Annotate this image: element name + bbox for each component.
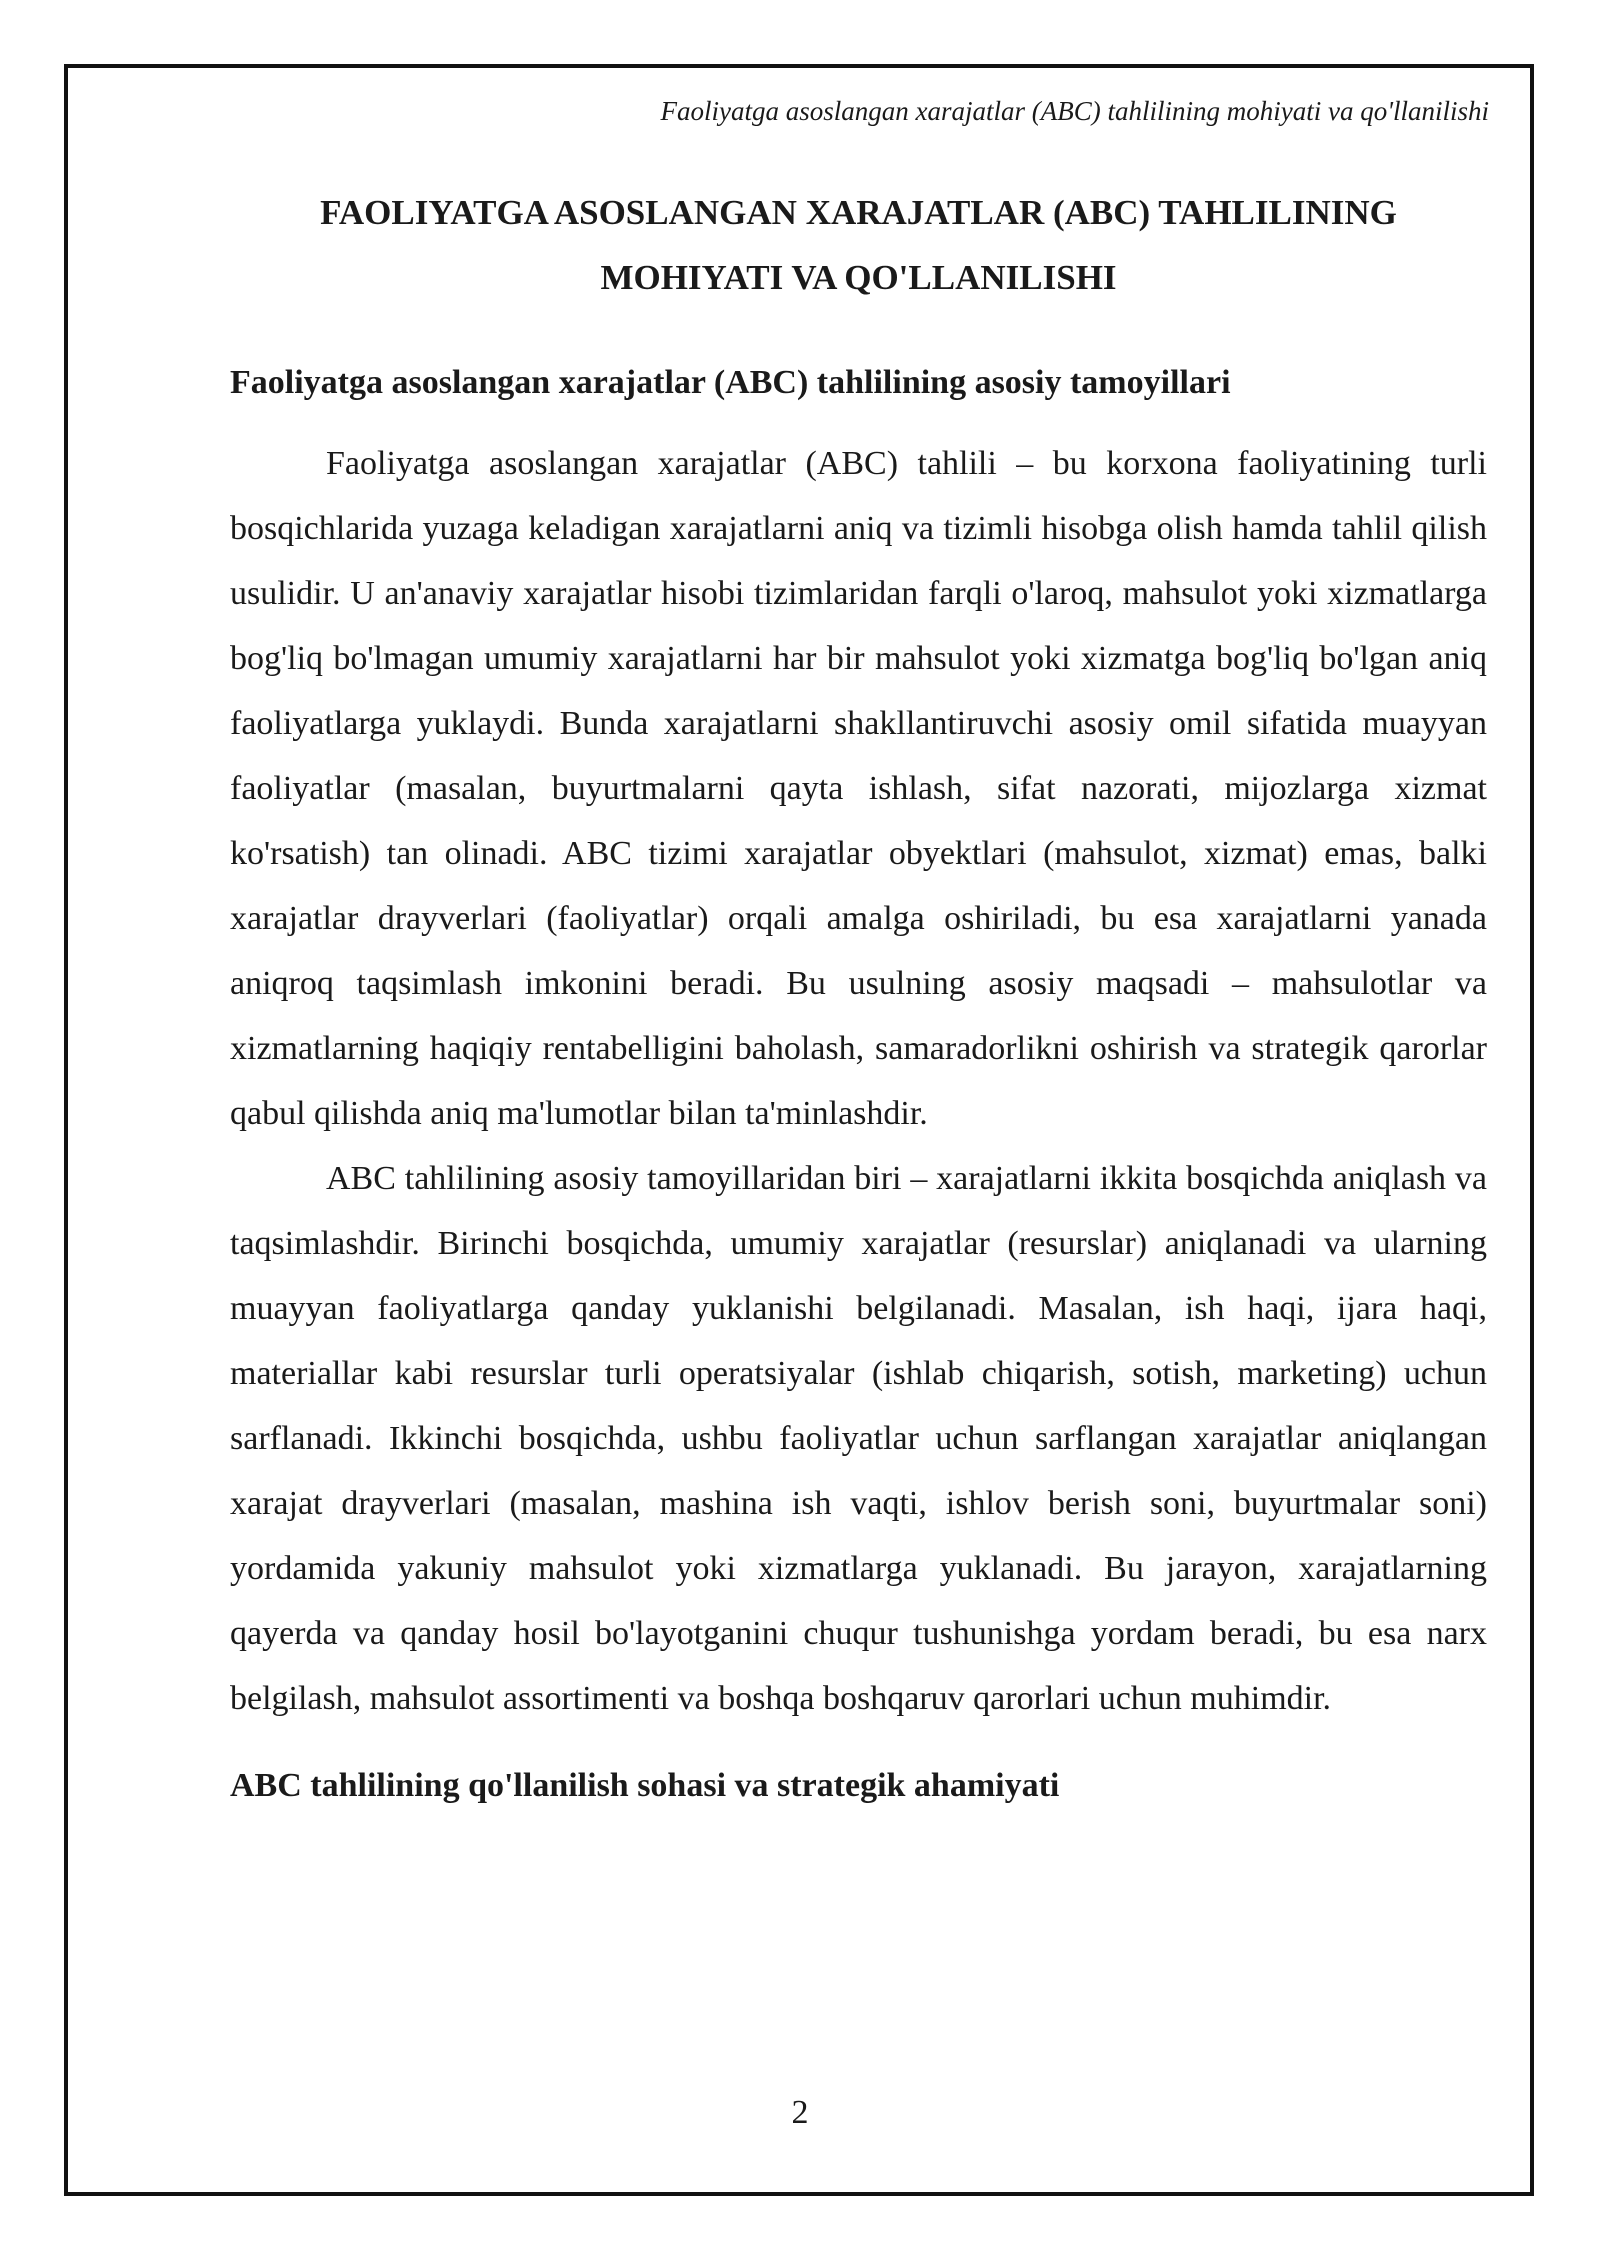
running-header: Faoliyatga asoslangan xarajatlar (ABC) tahlilining mohiyati va qo'llanilishi	[660, 96, 1489, 126]
document-body	[230, 180, 1487, 1818]
page-number: 2	[791, 2094, 809, 2131]
document-title-line-1: FAOLIYATGA ASOSLANGAN XARAJATLAR (ABC) TAHLILINING	[320, 193, 1397, 232]
section-heading-application: ABC tahlilining qo'llanilish sohasi va strategik ahamiyati	[230, 1767, 1060, 1804]
paragraph-abc-definition: Faoliyatga asoslangan xarajatlar (ABC) tahlili – bu korxona faoliyatining turli bosqichlarida yuzaga keladigan xarajatlarni aniq va tizimli hisobga olish hamda tahlil qilish usulidir. U an'anaviy xarajatlar hisobi tizimlaridan farqli o'laroq, mahsulot yoki xizmatlarga bog'liq bo'lmagan umumiy xarajatlarni har bir mahsulot yoki xizmatga bog'liq bo'lgan aniq faoliyatlarga yuklaydi. Bunda xarajatlarni shakllantiruvchi asosiy omil sifatida muayyan faoliyatlar (masalan, buyurtmalarni qayta ishlash, sifat nazorati, mijozlarga xizmat ko'rsatish) tan olinadi. ABC tizimi xarajatlar obyektlari (mahsulot, xizmat) emas, balki xarajatlar drayverlari (faoliyatlar) orqali amalga oshiriladi, bu esa xarajatlarni yanada aniqroq taqsimlash imkonini beradi. Bu usulning asosiy maqsadi – mahsulotlar va xizmatlarning haqiqiy rentabelligini baholash, samaradorlikni oshirish va strategik qarorlar qabul qilishda aniq ma'lumotlar bilan ta'minlashdir.	[230, 445, 1487, 1132]
section-heading-principles: Faoliyatga asoslangan xarajatlar (ABC) tahlilining asosiy tamoyillari	[230, 364, 1231, 401]
document-title	[230, 180, 1487, 310]
paragraph-two-stage-allocation: ABC tahlilining asosiy tamoyillaridan biri – xarajatlarni ikkita bosqichda aniqlash va taqsimlashdir. Birinchi bosqichda, umumiy xarajatlar (resurslar) aniqlanadi va ularning muayyan faoliyatlarga qanday yuklanishi belgilanadi. Masalan, ish haqi, ijara haqi, materiallar kabi resurslar turli operatsiyalar (ishlab chiqarish, sotish, marketing) uchun sarflanadi. Ikkinchi bosqichda, ushbu faoliyatlar uchun sarflangan xarajatlar aniqlangan xarajat drayverlari (masalan, mashina ish vaqti, ishlov berish soni, buyurtmalar soni) yordamida yakuniy mahsulot yoki xizmatlarga yuklanadi. Bu jarayon, xarajatlarning qayerda va qanday hosil bo'layotganini chuqur tushunishga yordam beradi, bu esa narx belgilash, mahsulot assortimenti va boshqa boshqaruv qarorlari uchun muhimdir.	[230, 1160, 1487, 1717]
document-title-line-2: MOHIYATI VA QO'LLANILISHI	[600, 258, 1117, 297]
